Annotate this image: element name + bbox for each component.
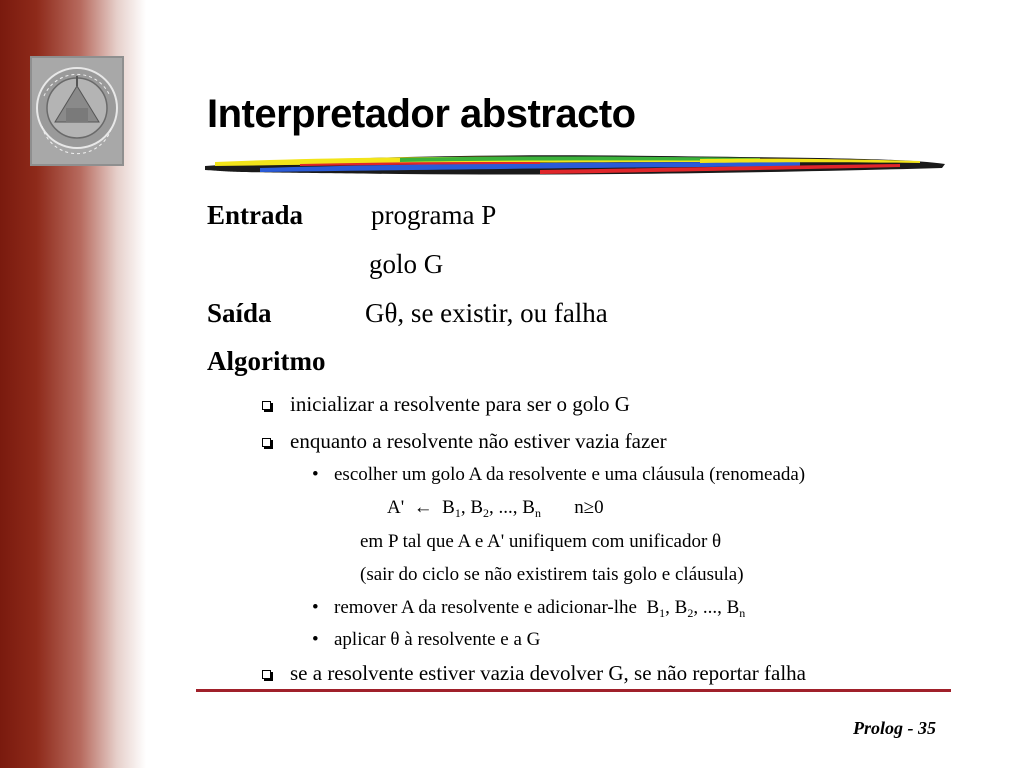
slide-footer: Prolog - 35: [853, 718, 936, 738]
substep-where: em P tal que A e A' unifiquem com unificador θ: [360, 531, 722, 552]
clause-formula: A' ← $B_1$, $B_2$, ..., $B_n$ n≥0: [387, 497, 604, 520]
substep-choose: escolher um golo A da resolvente e uma cláusula (renomeada): [334, 464, 806, 485]
saida-value: Gθ, se existir, ou falha: [365, 298, 608, 328]
dot-bullet-icon: •: [312, 464, 319, 485]
dot-bullet-icon: •: [312, 597, 319, 618]
university-seal-icon: [30, 56, 124, 166]
step-return: se a resolvente estiver vazia devolver G, se não reportar falha: [290, 661, 807, 685]
square-bullet-icon: [262, 670, 271, 679]
algoritmo-label: Algoritmo: [207, 346, 326, 376]
entrada-goal: golo G: [369, 249, 444, 279]
step-while: enquanto a resolvente não estiver vazia fazer: [290, 429, 667, 453]
substep-exit: (sair do ciclo se não existirem tais golo e cláusula): [360, 564, 744, 585]
substep-remove: remover A da resolvente e adicionar-lhe $B_1$, $B_2$, ..., $B_n$: [334, 597, 746, 620]
brush-stroke-divider: [200, 150, 950, 182]
dot-bullet-icon: •: [312, 629, 319, 650]
square-bullet-icon: [262, 438, 271, 447]
saida-label: Saída: [207, 298, 272, 328]
entrada-program: programa P: [371, 200, 497, 230]
entrada-label: Entrada: [207, 200, 304, 230]
slide-title: Interpretador abstracto: [207, 92, 636, 136]
footer-divider: [196, 689, 951, 692]
substep-apply: aplicar θ à resolvente e a G: [334, 629, 541, 650]
square-bullet-icon: [262, 401, 271, 410]
step-initialize: inicializar a resolvente para ser o golo G: [290, 392, 630, 416]
